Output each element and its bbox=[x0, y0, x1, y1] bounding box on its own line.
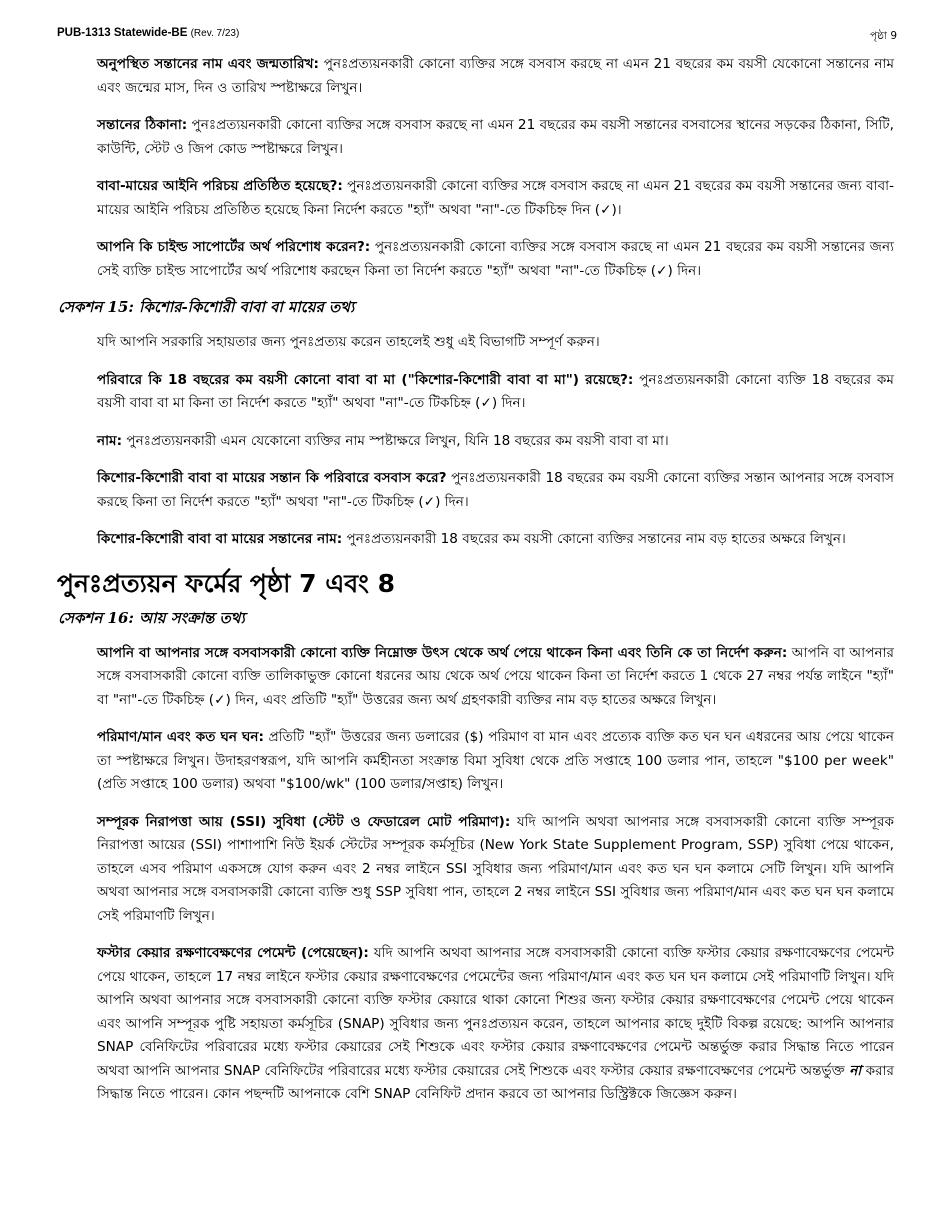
paragraph-foster-care bbox=[97, 942, 894, 1107]
term-text-tail: করার সিদ্ধান্ত নিতে পারেন। কোন পছন্দটি আপনাকে বেশি SNAP বেনিফিট প্রদান করবে তা আপনার ডিস্ট্রিক্টকে জিজ্ঞেস করুন। bbox=[97, 1062, 894, 1102]
paragraph-paternity-established bbox=[97, 175, 894, 222]
paragraph-teen-parent-child-name bbox=[97, 528, 894, 552]
term-heading: পরিমাণ/মান এবং কত ঘন ঘন: bbox=[97, 729, 264, 745]
paragraph-child-address bbox=[97, 114, 894, 161]
page-content bbox=[0, 53, 950, 1107]
paragraph-name bbox=[97, 430, 894, 454]
term-text: পুনঃপ্রত্যয়নকারী কোনো ব্যক্তির সঙ্গে বসবাস করছে না এমন 21 বছরের কম বয়সী সন্তানের জন্য বাবা-মায়ের আইনি পরিচয় প্রতিষ্ঠিত হয়েছে কিনা নির্দেশ করতে "হ্যাঁ" অথবা "না"-তে টিকচিহ্ন দিন (✓)। bbox=[97, 178, 894, 218]
paragraph-teen-parent-child-lives bbox=[97, 467, 894, 514]
paragraph-teen-parent bbox=[97, 369, 894, 416]
term-text: আপনি বা আপনার সঙ্গে বসবাসকারী কোনো ব্যক্তি তালিকাভুক্ত কোনো ধরনের আয় থেকে অর্থ পেয়ে থাকেন কিনা তা নির্দেশ করতে 1 থেকে 27 নম্বর পর্যন্ত লাইনে "হ্যাঁ" বা "না"-তে টিকচিহ্ন (✓) দিন, এবং প্রতিটি "হ্যাঁ" উত্তরের জন্য অর্থ গ্রহণকারী ব্যক্তির নাম বড় হাতের অক্ষরে লিখুন। bbox=[97, 644, 894, 708]
section-16-heading: সেকশন 16: আয় সংক্রান্ত তথ্য bbox=[58, 608, 245, 627]
term-text: প্রতিটি "হ্যাঁ" উত্তরের জন্য ডলারের ($) পরিমাণ বা মান এবং প্রত্যেক ব্যক্তি কত ঘন ঘন এধরনের আয় পেয়ে থাকেন তা স্পষ্টাক্ষরে লিখুন। উদাহরণস্বরূপ, যদি আপনি কর্মহীনতা সংক্রান্ত বিমা সুবিধা থেকে প্রতি সপ্তাহে 100 ডলার পান, তাহলে "$100 per week" (প্রতি সপ্তাহে 100 ডলার) অথবা "$100/wk" (100 ডলার/সপ্তাহ) লিখুন। bbox=[97, 729, 894, 792]
term-text: পুনঃপ্রত্যয়নকারী কোনো ব্যক্তি 18 বছরের কম বয়সী বাবা বা মা কিনা তা নির্দেশ করতে "হ্যাঁ" অথবা "না"-তে টিকচিহ্ন (✓) দিন। bbox=[97, 371, 894, 411]
term-heading: কিশোর-কিশোরী বাবা বা মায়ের সন্তানের নাম: bbox=[97, 531, 343, 547]
term-heading: পরিবারে কি 18 বছরের কম বয়সী কোনো বাবা বা মা ("কিশোর-কিশোরী বাবা বা মা") রয়েছে?: bbox=[97, 371, 634, 388]
page-number: পৃষ্ঠা 9 bbox=[869, 30, 897, 42]
term-heading: অনুপস্থিত সন্তানের নাম এবং জন্মতারিখ: bbox=[97, 56, 319, 72]
paragraph-absent-child-name bbox=[97, 53, 894, 100]
term-heading: ফস্টার কেয়ার রক্ষণাবেক্ষণের পেমেন্ট (পেয়েছেন): bbox=[97, 945, 369, 961]
paragraph-child-support bbox=[97, 236, 894, 283]
pages-7-8-heading: পুনঃপ্রত্যয়ন ফর্মের পৃষ্ঠা 7 এবং 8 bbox=[57, 568, 395, 598]
term-heading: নাম: bbox=[97, 432, 123, 449]
emphasis-not: না bbox=[849, 1062, 862, 1079]
revision-date: (Rev. 7/23) bbox=[190, 28, 240, 39]
paragraph-section15-intro: যদি আপনি সরকারি সহায়তার জন্য পুনঃপ্রত্যয় করেন তাহলেই শুধু এই বিভাগটি সম্পূর্ণ করুন। bbox=[97, 334, 600, 350]
term-text: পুনঃপ্রত্যয়নকারী এমন যেকোনো ব্যক্তির নাম স্পষ্টাক্ষরে লিখুন, যিনি 18 বছরের কম বয়সী বাবা বা মা। bbox=[122, 432, 669, 449]
term-heading: কিশোর-কিশোরী বাবা বা মায়ের সন্তান কি পরিবারে বসবাস করে? bbox=[97, 470, 447, 486]
paragraph-income-sources bbox=[97, 642, 894, 713]
term-heading: বাবা-মায়ের আইনি পরিচয় প্রতিষ্ঠিত হয়েছে?: bbox=[97, 178, 343, 194]
term-text: যদি আপনি অথবা আপনার সঙ্গে বসবাসকারী কোনো ব্যক্তি সম্পূরক নিরাপত্তা আয়ের (SSI) পাশাপাশি নিউ ইয়র্ক স্টেটের সম্পূরক কর্মসূচির (New York State Supplement Program, SSP) সুবিধা পেয়ে থাকেন, তাহলে এসব পরিমাণ একসঙ্গে যোগ করুন এবং 2 নম্বর লাইনে SSI সুবিধার জন্য পরিমাণ/মান এবং কত ঘন ঘন কলামে সেটি লিখুন। যদি আপনি অথবা আপনার সঙ্গে বসবাসকারী কোনো ব্যক্তি শুধু SSP সুবিধা পান, তাহলে 2 নম্বর লাইনে SSI সুবিধার জন্য পরিমাণ/মান এবং কত ঘন ঘন কলামে সেই পরিমাণটি লিখুন। bbox=[97, 813, 894, 924]
paragraph-amount-frequency bbox=[97, 726, 894, 797]
term-text: পুনঃপ্রত্যয়নকারী কোনো ব্যক্তির সঙ্গে বসবাস করছে না এমন 21 বছরের কম বয়সী সন্তানের বসবাসের স্থানের সড়কের ঠিকানা, সিটি, কাউন্টি, স্টেট ও জিপ কোড স্পষ্টাক্ষরে লিখুন। bbox=[97, 117, 894, 157]
term-heading: আপনি বা আপনার সঙ্গে বসবাসকারী কোনো ব্যক্তি নিম্নোক্ত উৎস থেকে অর্থ পেয়ে থাকেন কিনা এবং তিনি কে তা নির্দেশ করুন: bbox=[97, 644, 788, 661]
term-text: পুনঃপ্রত্যয়নকারী 18 বছরের কম বয়সী কোনো ব্যক্তির সন্তান আপনার সঙ্গে বসবাস করছে কিনা তা নির্দেশ করতে "হ্যাঁ" অথবা "না"-তে টিকচিহ্ন (✓) দিন। bbox=[97, 470, 894, 510]
term-text: পুনঃপ্রত্যয়নকারী কোনো ব্যক্তির সঙ্গে বসবাস করছে না এমন 21 বছরের কম বয়সী সন্তানের জন্য সেই ব্যক্তি চাইল্ড সাপোর্টের অর্থ পরিশোধ করছেন কিনা তা নির্দেশ করতে "হ্যাঁ" অথবা "না"-তে টিকচিহ্ন (✓) দিন। bbox=[97, 239, 895, 279]
section-15-heading: সেকশন 15: কিশোর-কিশোরী বাবা বা মায়ের তথ্য bbox=[58, 298, 355, 316]
term-heading: আপনি কি চাইল্ড সাপোর্টের অর্থ পরিশোধ করেন?: bbox=[97, 239, 371, 255]
term-text: যদি আপনি অথবা আপনার সঙ্গে বসবাসকারী কোনো ব্যক্তি ফস্টার কেয়ার রক্ষণাবেক্ষণের পেমেন্ট পেয়ে থাকেন, তাহলে 17 নম্বর লাইনে ফস্টার কেয়ার রক্ষণাবেক্ষণের পেমেন্টের জন্য পরিমাণ/মান এবং কত ঘন ঘন কলামে সেই পরিমাণটি লিখুন। যদি আপনি অথবা আপনার সঙ্গে বসবাসকারী কোনো ব্যক্তি ফস্টার কেয়ারে থাকা কোনো শিশুর জন্য ফস্টার কেয়ার রক্ষণাবেক্ষণের পেমেন্ট পেয়ে থাকেন এবং আপনি সম্পূরক পুষ্টি সহায়তা কর্মসূচির (SNAP) সুবিধার জন্য পুনঃপ্রত্যয়ন করেন, তাহলে আপনার কাছে দুইটি বিকল্প রয়েছে: আপনি আপনার SNAP বেনিফিটের পরিবারের মধ্যে ফস্টার কেয়ারের সেই শিশুকে এবং ফস্টার কেয়ার রক্ষণাবেক্ষণের পেমেন্ট অন্তর্ভুক্ত করার সিদ্ধান্ত নিতে পারেন অথবা আপনি আপনার SNAP বেনিফিটের পরিবারের মধ্যে ফস্টার কেয়ারের সেই শিশুকে এবং ফস্টার কেয়ার রক্ষণাবেক্ষণের পেমেন্ট অন্তর্ভুক্ত bbox=[97, 945, 895, 1079]
page-header bbox=[57, 27, 897, 47]
pub-number: PUB-1313 Statewide-BE bbox=[57, 27, 188, 39]
term-text: পুনঃপ্রত্যয়নকারী 18 বছরের কম বয়সী কোনো ব্যক্তির সন্তানের নাম বড় হাতের অক্ষরে লিখুন। bbox=[342, 531, 846, 547]
term-text: পুনঃপ্রত্যয়নকারী কোনো ব্যক্তির সঙ্গে বসবাস করছে না এমন 21 বছরের কম বয়সী যেকোনো সন্তানের নাম এবং জন্মের মাস, দিন ও তারিখ স্পষ্টাক্ষরে লিখুন। bbox=[97, 56, 894, 96]
term-heading: সম্পূরক নিরাপত্তা আয় (SSI) সুবিধা (স্টেট ও ফেডারেল মোট পরিমাণ): bbox=[97, 813, 511, 830]
term-heading: সন্তানের ঠিকানা: bbox=[97, 117, 188, 133]
publication-id bbox=[57, 27, 239, 39]
paragraph-ssi-benefits bbox=[97, 811, 894, 929]
